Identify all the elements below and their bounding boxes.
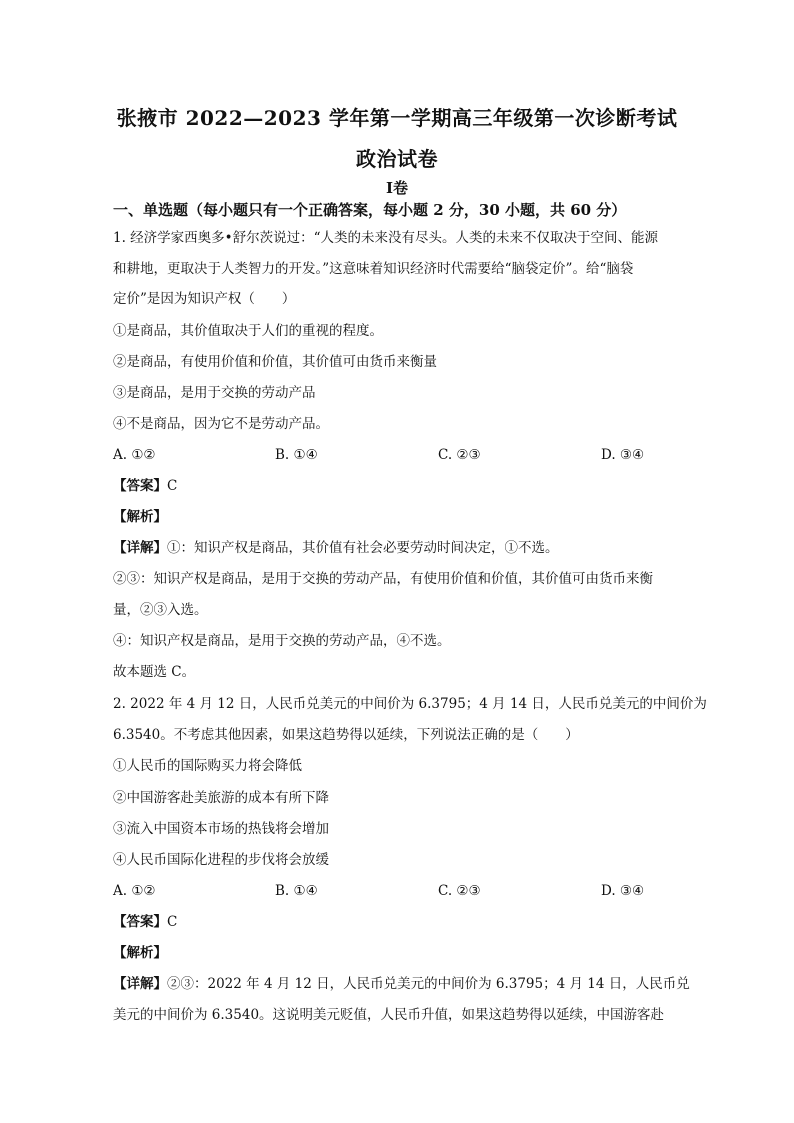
q1-detail-line	[113, 538, 559, 558]
q2-answer	[113, 912, 177, 932]
q2-analysis-tag: 【解析】	[113, 945, 167, 961]
exam-subject-title: 政治试卷	[356, 147, 438, 171]
q1-item: ④不是商品，因为它不是劳动产品。	[113, 416, 329, 432]
q1-option-c: C. ②③	[438, 447, 481, 463]
q1-item: ③是商品，是用于交换的劳动产品	[113, 385, 316, 401]
q1-stem-line: 定价”是因为知识产权（ ）	[113, 291, 296, 307]
q1-options	[113, 445, 673, 465]
exam-title: 张掖市 2022—2023 学年第一学期高三年级第一次诊断考试	[116, 106, 678, 130]
detail-tag: 【详解】	[113, 540, 167, 556]
volume-label: Ⅰ卷	[385, 179, 409, 197]
q2-option-b: B. ①④	[275, 883, 318, 899]
q2-option-a: A. ①②	[113, 883, 156, 899]
q1-stem-line: 1. 经济学家西奥多•舒尔茨说过：“人类的未来没有尽头。人类的未来不仅取决于空间、能源	[113, 230, 659, 246]
q1-conclusion: 故本题选 C。	[113, 664, 196, 680]
answer-value: C	[167, 478, 178, 494]
q1-option-d: D. ③④	[601, 447, 645, 463]
q1-item: ②是商品，有使用价值和价值，其价值可由货币来衡量	[113, 354, 437, 370]
q1-detail-line: ②③：知识产权是商品，是用于交换的劳动产品，有使用价值和价值，其价值可由货币来衡	[113, 571, 653, 587]
q1-detail-line: ④：知识产权是商品，是用于交换的劳动产品，④不选。	[113, 633, 451, 649]
answer-tag: 【答案】	[113, 914, 167, 930]
q2-option-d: D. ③④	[601, 883, 645, 899]
detail-text: ②③：2022 年 4 月 12 日，人民币兑美元的中间价为 6.3795；4 月 14 日，人民币兑	[167, 976, 690, 992]
q2-options	[113, 881, 673, 901]
q2-detail-line: 美元的中间价为 6.3540。这说明美元贬值，人民币升值，如果这趋势得以延续，中国游客赴	[113, 1007, 665, 1023]
q1-item: ①是商品，其价值取决于人们的重视的程度。	[113, 323, 383, 339]
q2-item: ①人民币的国际购买力将会降低	[113, 758, 302, 774]
q2-option-c: C. ②③	[438, 883, 481, 899]
q2-item: ③流入中国资本市场的热钱将会增加	[113, 821, 329, 837]
detail-text: ①：知识产权是商品，其价值有社会必要劳动时间决定，①不选。	[167, 540, 559, 556]
q1-option-b: B. ①④	[275, 447, 318, 463]
q1-option-a: A. ①②	[113, 447, 156, 463]
q1-detail-line: 量，②③入选。	[113, 602, 208, 618]
q2-item: ④人民币国际化进程的步伐将会放缓	[113, 852, 329, 868]
section-heading: 一、单选题（每小题只有一个正确答案，每小题 2 分，30 小题，共 60 分）	[113, 201, 627, 219]
q2-stem-line: 6.3540。不考虑其他因素，如果这趋势得以延续，下列说法正确的是（ ）	[113, 727, 579, 743]
q2-item: ②中国游客赴美旅游的成本有所下降	[113, 790, 329, 806]
q2-stem-line: 2. 2022 年 4 月 12 日，人民币兑美元的中间价为 6.3795；4 月 14 日，人民币兑美元的中间价为	[113, 696, 707, 712]
detail-tag: 【详解】	[113, 976, 167, 992]
q1-analysis-tag: 【解析】	[113, 509, 167, 525]
answer-tag: 【答案】	[113, 478, 167, 494]
q1-stem-line: 和耕地，更取决于人类智力的开发。”这意味着知识经济时代需要给“脑袋定价”。给“脑袋	[113, 261, 634, 277]
answer-value: C	[167, 914, 178, 930]
q2-detail-line	[113, 974, 690, 994]
q1-answer	[113, 476, 177, 496]
